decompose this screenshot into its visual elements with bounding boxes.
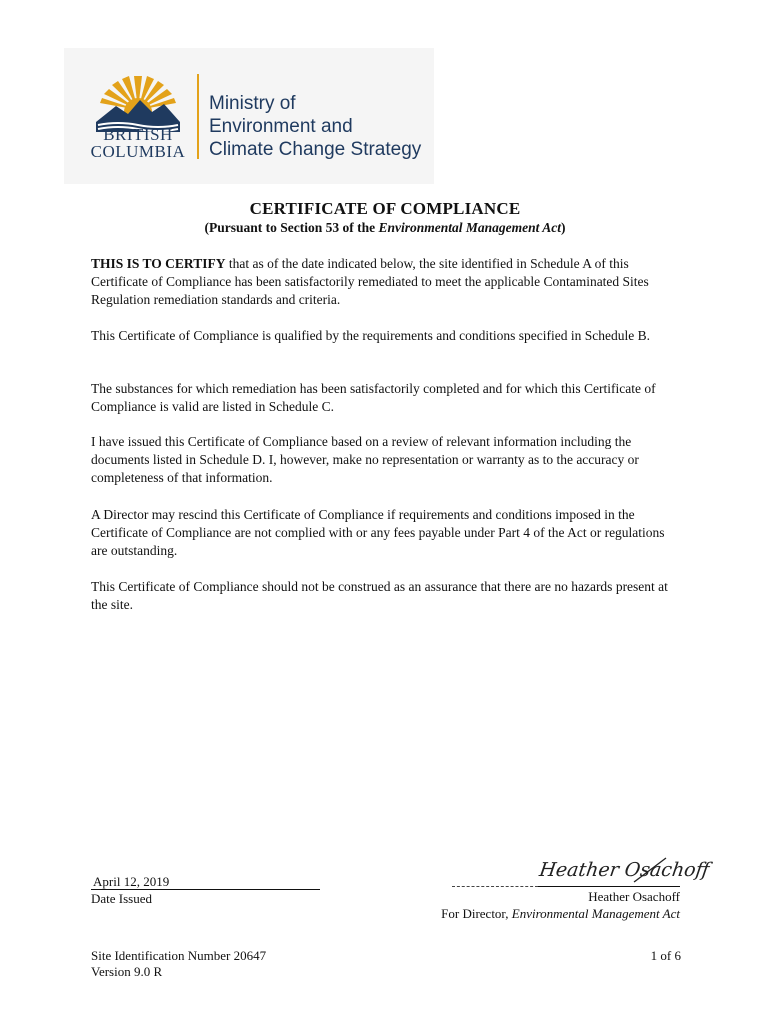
sun-mountain-emblem-icon	[94, 70, 182, 132]
role-prefix: For Director,	[441, 906, 512, 921]
issue-date-label: Date Issued	[91, 891, 153, 906]
certify-lead: THIS IS TO CERTIFY	[91, 256, 226, 271]
signatory-name: Heather Osachoff	[588, 889, 680, 904]
subtitle-prefix: (Pursuant to Section 53 of the	[204, 220, 379, 235]
site-identification: Site Identification Number 20647	[91, 948, 267, 963]
signature-handwriting: Heather Osachoff	[537, 858, 711, 881]
ministry-line-3: Climate Change Strategy	[209, 139, 422, 160]
subtitle-act: Environmental Management Act	[378, 220, 562, 235]
certify-paragraph	[91, 255, 681, 309]
document-subtitle	[0, 220, 770, 236]
ministry-line-2: Environment and	[209, 116, 353, 137]
province-wordmark	[88, 126, 188, 160]
ministry-name	[209, 92, 429, 161]
ministry-line-1: Ministry of	[209, 93, 296, 114]
schedule-d-paragraph: I have issued this Certificate of Compliance based on a review of relevant information including the documents listed in Schedule D. I, however, make no representation or warranty as to the accuracy or completeness of that information.	[91, 434, 639, 485]
subtitle-suffix: )	[561, 220, 566, 235]
signatory-role	[441, 906, 680, 922]
logo-divider	[197, 74, 199, 159]
rescind-paragraph: A Director may rescind this Certificate of Compliance if requirements and conditions imposed in the Certificate of Compliance are not complied with or any fees payable under Part 4 of the Act or regulations are outstanding.	[91, 507, 665, 558]
issue-date: April 12, 2019	[91, 875, 320, 890]
schedule-c-paragraph: The substances for which remediation has been satisfactorily completed and for which this Certificate of Compliance is valid are listed in Schedule C.	[91, 381, 656, 414]
certify-body: that as of the date indicated below, the site identified in Schedule A of this Certificate of Compliance has been satisfactorily remediated to meet the applicable Contaminated Sites Regulation remediation standards and criteria.	[91, 256, 649, 307]
schedule-b-paragraph: This Certificate of Compliance is qualified by the requirements and conditions specified in Schedule B.	[91, 328, 650, 343]
version-label: Version 9.0 R	[91, 964, 163, 979]
document-title: CERTIFICATE OF COMPLIANCE	[249, 199, 521, 218]
page-number: 1 of 6	[650, 948, 681, 963]
signature-line	[538, 886, 680, 887]
handwritten-signature	[537, 852, 711, 888]
province-line-1: BRITISH	[103, 125, 173, 144]
ministry-logo	[64, 48, 434, 184]
signature-line-dashed	[452, 886, 538, 887]
no-assurance-paragraph: This Certificate of Compliance should not be construed as an assurance that there are no hazards present at the site.	[91, 579, 668, 612]
province-line-2: COLUMBIA	[90, 142, 186, 161]
role-act: Environmental Management Act	[511, 906, 680, 921]
